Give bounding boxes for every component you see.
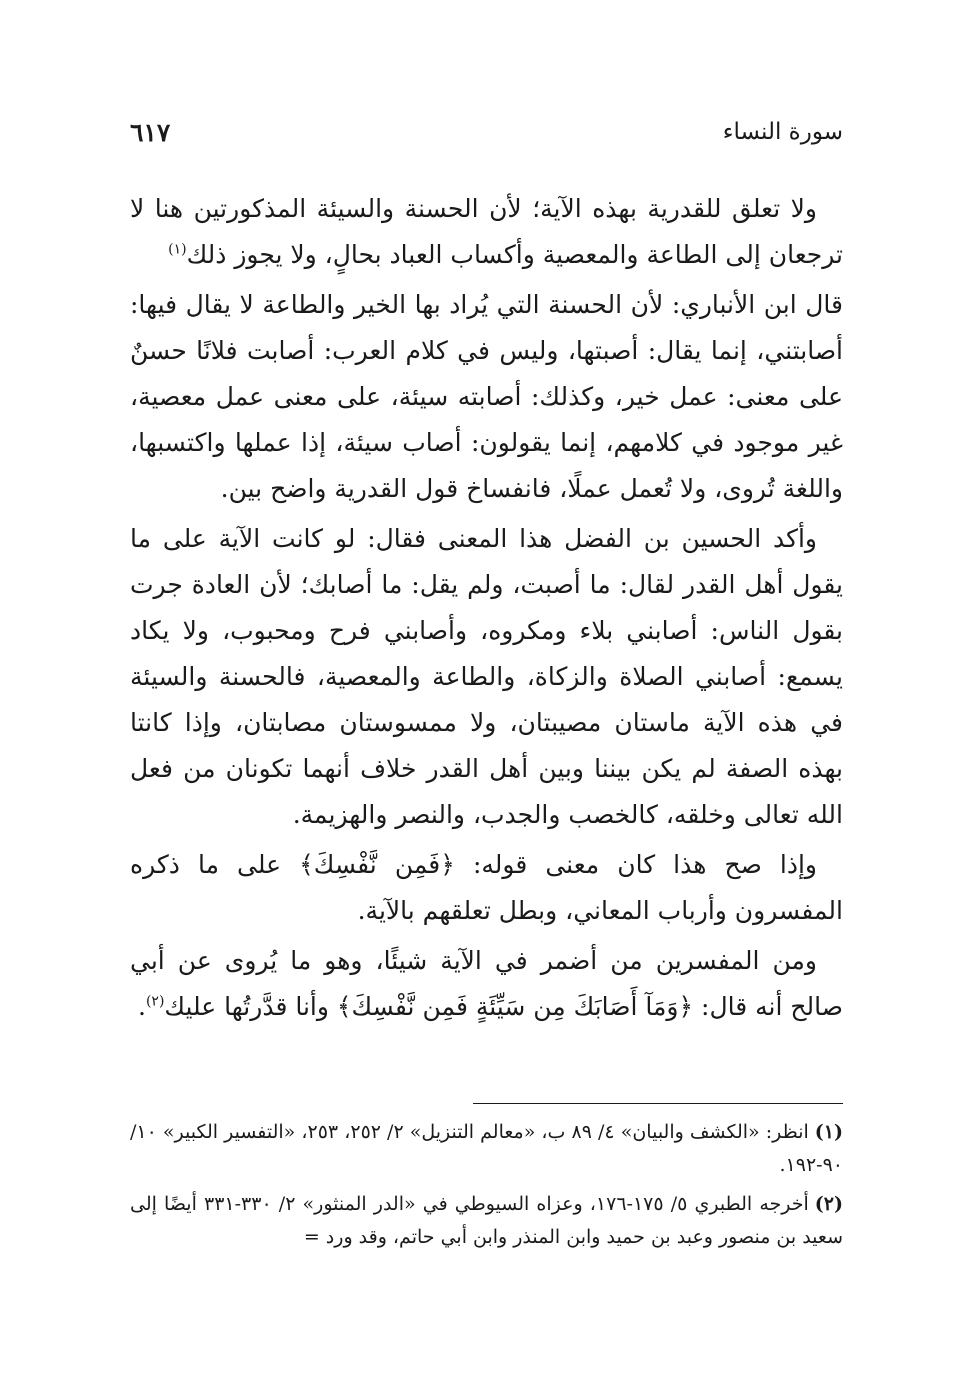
paragraph-1-text: ولا تعلق للقدرية بهذه الآية؛ لأن الحسنة والسيئة المذكورتين هنا لا ترجعان إلى الطاعة والمعصية وأكساب العباد بحالٍ، ولا يجوز ذلك	[130, 194, 843, 269]
paragraph-5	[130, 938, 843, 1030]
footnote-ref-2: (٢)	[145, 993, 165, 1010]
footnote-2	[130, 1188, 843, 1254]
paragraph-2: قال ابن الأنباري: لأن الحسنة التي يُراد بها الخير والطاعة لا يقال فيها: أصابتني، إنما يقال: أصبتها، وليس في كلام العرب: أصابت فلانًا حسنٌ على معنى: عمل خير، وكذلك: أصابته سيئة، على معنى عمل معصية، غير موجود في كلامهم، إنما يقولون: أصاب سيئة، إذا عملها واكتسبها، واللغة تُروى، ولا تُعمل عملًا، فانفساخ قول القدرية واضح بين.	[130, 290, 843, 503]
footnote-2-number: (٢)	[814, 1193, 843, 1215]
footnote-1	[130, 1116, 843, 1182]
footnote-1-text: انظر: «الكشف والبيان» ٤/ ٨٩ ب، «معالم التنزيل» ٢/ ٢٥٢، ٢٥٣، «التفسير الكبير» ١٠/ ٩٠-١٩٢.	[130, 1121, 843, 1176]
paragraph-5-text: ومن المفسرين من أضمر في الآية شيئًا، وهو ما يُروى عن أبي صالح أنه قال: ﴿وَمَآ أَصَابَكَ مِن سَيِّئَةٍ فَمِن نَّفْسِكَ﴾ وأنا قدَّرتُها عليك	[130, 946, 843, 1021]
paragraph-1	[130, 186, 843, 278]
main-text	[130, 186, 843, 1034]
page-number: ٦١٧	[130, 117, 171, 147]
footnotes	[130, 1116, 843, 1260]
footnote-1-number: (١)	[814, 1121, 843, 1143]
surah-title: سورة النساء	[722, 119, 843, 145]
footnote-divider	[473, 1103, 843, 1104]
paragraph-5-end: .	[137, 992, 146, 1021]
footnote-ref-1: (١)	[168, 241, 187, 258]
page-header	[130, 112, 843, 152]
paragraph-3: وأكد الحسين بن الفضل هذا المعنى فقال: لو كانت الآية على ما يقول أهل القدر لقال: ما أصبت، ولم يقل: ما أصابك؛ لأن العادة جرت بقول الناس: أصابني بلاء ومكروه، وأصابني فرح ومحبوب، ولا يكاد يسمع: أصابني الصلاة والزكاة، والطاعة والمعصية، فالحسنة والسيئة في هذه الآية ماستان مصيبتان، ولا ممسوستان مصابتان، وإذا كانتا بهذه الصفة لم يكن بيننا وبين أهل القدر خلاف أنهما تكونان من فعل الله تعالى وخلقه، كالخصب والجدب، والنصر والهزيمة.	[130, 524, 843, 829]
footnote-2-text: أخرجه الطبري ٥/ ١٧٥-١٧٦، وعزاه السيوطي في «الدر المنثور» ٢/ ٣٣٠-٣٣١ أيضًا إلى سعيد بن منصور وعبد بن حميد وابن المنذر وابن أبي حاتم، وقد ورد =	[130, 1193, 843, 1248]
paragraph-4: وإذا صح هذا كان معنى قوله: ﴿فَمِن نَّفْسِكَ﴾ على ما ذكره المفسرون وأرباب المعاني، وبطل تعلقهم بالآية.	[130, 850, 843, 925]
